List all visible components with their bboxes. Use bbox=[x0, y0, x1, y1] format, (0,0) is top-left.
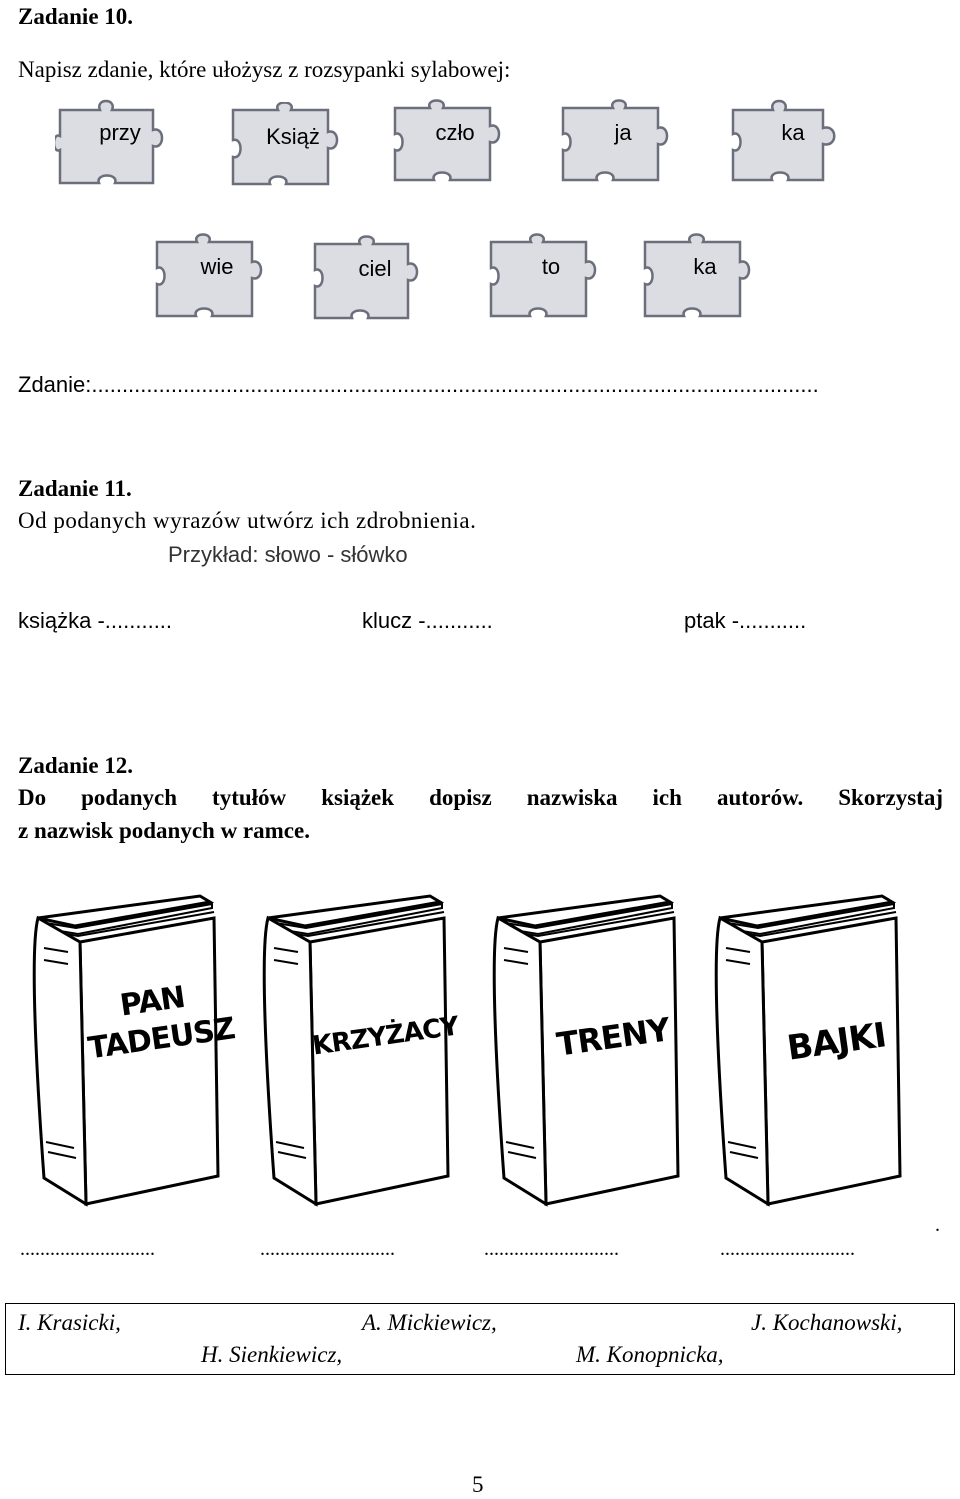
book-title-line1: BAJKI bbox=[784, 1015, 889, 1069]
puzzle-piece bbox=[152, 232, 282, 322]
puzzle-piece bbox=[390, 98, 520, 188]
book-pan-tadeusz bbox=[30, 888, 237, 1208]
task12-instruction: Do podanych tytułów książek dopisz nazwiska ich autorów. Skorzystaj bbox=[18, 785, 943, 810]
syllable: to bbox=[541, 254, 561, 279]
book-title-line1: PAN bbox=[117, 979, 187, 1024]
book-treny bbox=[490, 888, 690, 1208]
syllable: wie bbox=[200, 254, 234, 279]
syllable: Książ bbox=[266, 124, 320, 149]
author-answer-line: ........................... bbox=[20, 1238, 155, 1260]
puzzle-piece bbox=[55, 98, 185, 188]
syllable: ka bbox=[781, 120, 805, 145]
syllable: przy bbox=[99, 120, 141, 145]
author-answer-line: ........................... bbox=[484, 1238, 619, 1260]
task10-title: Zadanie 10. bbox=[18, 4, 134, 29]
syllable: czło bbox=[435, 120, 475, 145]
diminutive-item: klucz -........... bbox=[362, 608, 493, 633]
author-answer-line: ........................... bbox=[260, 1238, 395, 1260]
book-title-line1: TRENY bbox=[554, 1010, 672, 1064]
authors-box bbox=[5, 1303, 955, 1375]
book-krzyzacy bbox=[260, 888, 460, 1208]
puzzle-piece bbox=[640, 232, 770, 322]
stray-dot: . bbox=[935, 1214, 940, 1236]
task11-instruction: Od podanych wyrazów utwórz ich zdrobnienia. bbox=[18, 508, 477, 533]
author-name: J. Kochanowski, bbox=[751, 1310, 903, 1335]
syllable: ciel bbox=[358, 256, 392, 281]
syllable: ja bbox=[614, 120, 632, 145]
diminutive-item: książka -........... bbox=[18, 608, 173, 633]
task11-example: Przykład: słowo - słówko bbox=[168, 542, 408, 567]
puzzle-piece bbox=[486, 232, 616, 322]
diminutive-item: ptak -........... bbox=[684, 608, 807, 633]
puzzle-piece bbox=[558, 98, 688, 188]
author-name: I. Krasicki, bbox=[18, 1310, 121, 1335]
puzzle-piece bbox=[310, 234, 440, 324]
author-name: H. Sienkiewicz, bbox=[201, 1342, 343, 1367]
puzzle-piece bbox=[228, 102, 358, 192]
sentence-answer-line: Zdanie:....................................................................................................................... bbox=[18, 372, 819, 397]
book-title-line2: TADEUSZ bbox=[85, 1011, 237, 1067]
syllable: ka bbox=[693, 254, 717, 279]
puzzle-piece bbox=[728, 98, 858, 188]
author-name: M. Konopnicka, bbox=[576, 1342, 724, 1367]
book-title-line1: KRZYŻACY bbox=[310, 1011, 461, 1062]
task11-title: Zadanie 11. bbox=[18, 476, 132, 501]
author-answer-line: ........................... bbox=[720, 1238, 855, 1260]
task10-instruction: Napisz zdanie, które ułożysz z rozsypanki sylabowej: bbox=[18, 57, 511, 82]
page-number: 5 bbox=[472, 1472, 484, 1497]
task12-title: Zadanie 12. bbox=[18, 753, 134, 778]
task12-instruction-cont: z nazwisk podanych w ramce. bbox=[18, 818, 310, 843]
book-bajki bbox=[712, 888, 912, 1208]
author-name: A. Mickiewicz, bbox=[362, 1310, 497, 1335]
